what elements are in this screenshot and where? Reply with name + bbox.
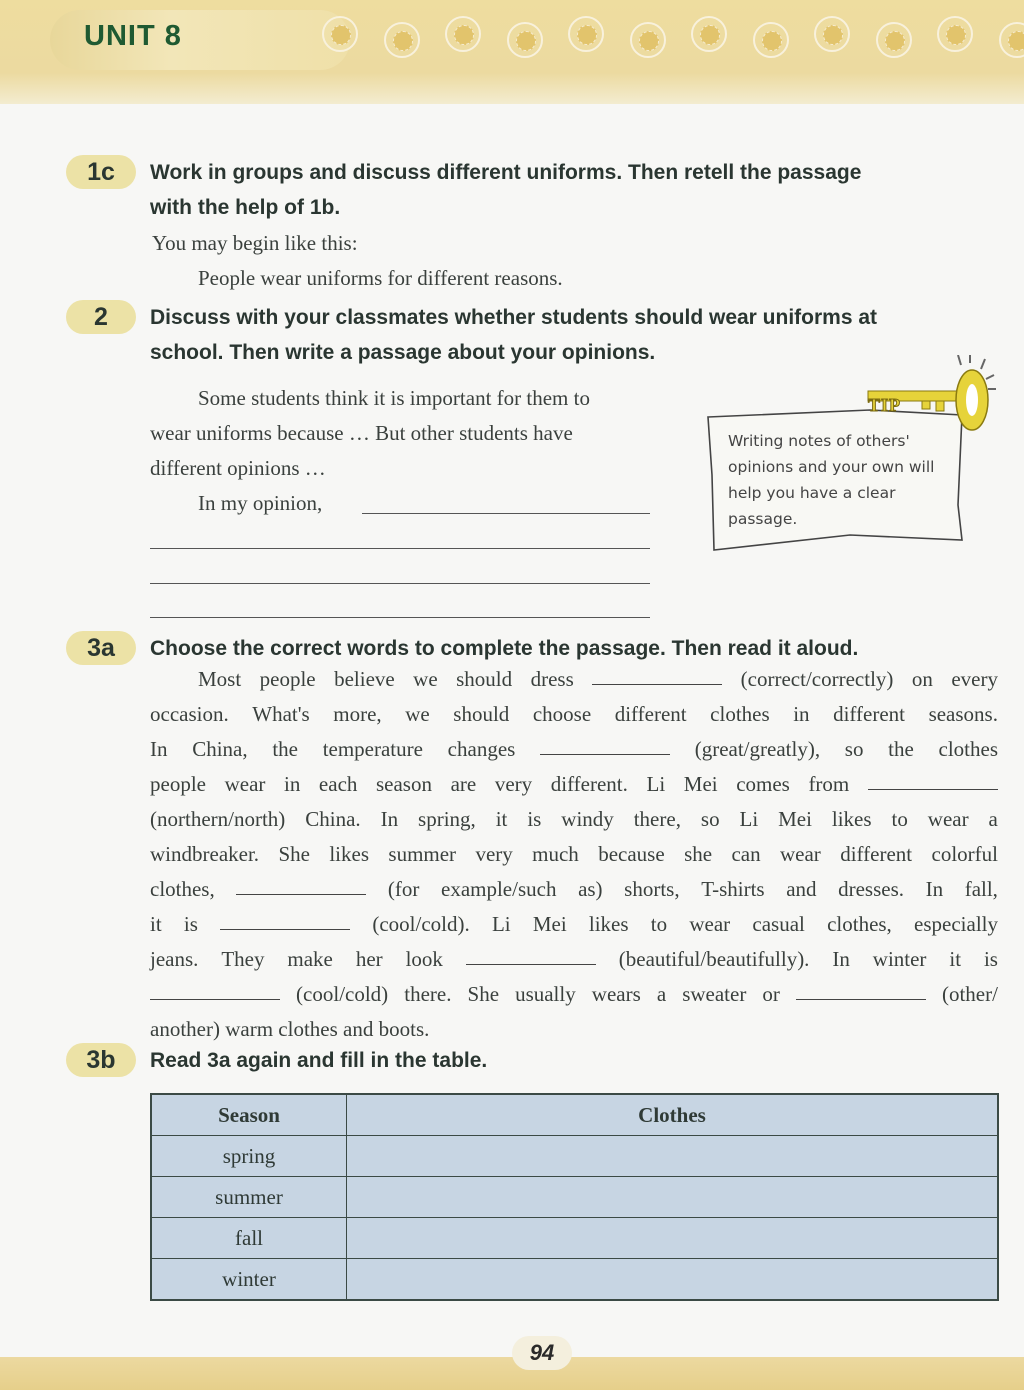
word: people bbox=[150, 772, 206, 796]
word: wear bbox=[224, 772, 266, 796]
word: In bbox=[150, 737, 168, 761]
season-cell: winter bbox=[151, 1259, 347, 1301]
word: as) bbox=[578, 877, 603, 901]
clothes-cell[interactable] bbox=[347, 1177, 999, 1218]
word: jeans. bbox=[150, 947, 199, 971]
word: T-shirts bbox=[701, 877, 765, 901]
word: season bbox=[375, 772, 432, 796]
table-row bbox=[151, 1136, 998, 1177]
word: because bbox=[598, 842, 665, 866]
passage-line: wear uniforms because … But other students have bbox=[150, 421, 573, 445]
word: so bbox=[700, 807, 720, 831]
passage-line: different opinions … bbox=[150, 456, 326, 480]
clothes-cell[interactable] bbox=[347, 1136, 999, 1177]
word: fall, bbox=[964, 877, 998, 901]
word: wears bbox=[591, 982, 641, 1006]
word: (beautiful/beautifully). bbox=[618, 947, 810, 971]
passage-line bbox=[150, 872, 998, 907]
ring-decoration bbox=[568, 16, 604, 52]
passage-line: Some students think it is important for them to bbox=[198, 386, 590, 410]
word: summer bbox=[388, 842, 457, 866]
word: (great/greatly), bbox=[694, 737, 821, 761]
word: Mei bbox=[683, 772, 718, 796]
word: more, bbox=[333, 702, 382, 726]
word: (other/ bbox=[941, 982, 998, 1006]
word: we bbox=[413, 667, 438, 691]
clothes-cell[interactable] bbox=[347, 1218, 999, 1259]
word: likes bbox=[831, 807, 872, 831]
word: from bbox=[808, 772, 850, 796]
word: and bbox=[343, 1017, 379, 1041]
word: should bbox=[453, 702, 510, 726]
ring-decoration bbox=[630, 22, 666, 58]
answer-blank[interactable] bbox=[868, 767, 998, 790]
word: a bbox=[988, 807, 998, 831]
word: example/such bbox=[441, 877, 557, 901]
column-header-season: Season bbox=[151, 1094, 347, 1136]
passage-line bbox=[150, 977, 998, 1012]
season-cell: fall bbox=[151, 1218, 347, 1259]
word: Li bbox=[646, 772, 666, 796]
word: can bbox=[731, 842, 761, 866]
word: especially bbox=[914, 912, 998, 936]
unit-title: UNIT 8 bbox=[84, 20, 182, 52]
writing-line[interactable] bbox=[150, 548, 650, 549]
word: to bbox=[891, 807, 908, 831]
word: wear bbox=[689, 912, 731, 936]
word: shorts, bbox=[624, 877, 680, 901]
passage-line bbox=[150, 1012, 998, 1047]
word: China, bbox=[192, 737, 248, 761]
word: seasons. bbox=[928, 702, 998, 726]
instruction-line: with the help of 1b. bbox=[150, 196, 341, 219]
answer-blank[interactable] bbox=[796, 977, 926, 1000]
word: spring, bbox=[418, 807, 476, 831]
word: windbreaker. bbox=[150, 842, 260, 866]
word: clothes bbox=[710, 702, 770, 726]
word: In bbox=[380, 807, 399, 831]
ring-decoration bbox=[384, 22, 420, 58]
word: very bbox=[494, 772, 533, 796]
word: it bbox=[150, 912, 162, 936]
answer-blank[interactable] bbox=[466, 942, 596, 965]
word: (correct/correctly) bbox=[740, 667, 894, 691]
word: another) bbox=[150, 1017, 226, 1041]
word: there. bbox=[404, 982, 452, 1006]
word: Mei bbox=[778, 807, 812, 831]
clothes-cell[interactable] bbox=[347, 1259, 999, 1301]
tip-key-label: TIP bbox=[868, 395, 902, 415]
word: wear bbox=[780, 842, 821, 866]
word: China. bbox=[305, 807, 361, 831]
word: very bbox=[475, 842, 513, 866]
table-row bbox=[151, 1177, 998, 1218]
word: should bbox=[456, 667, 513, 691]
word: look bbox=[405, 947, 443, 971]
word: warm bbox=[225, 1017, 279, 1041]
writing-line[interactable] bbox=[150, 617, 650, 618]
ring-decoration bbox=[445, 16, 481, 52]
word: likes bbox=[329, 842, 369, 866]
column-header-clothes: Clothes bbox=[347, 1094, 999, 1136]
word: much bbox=[532, 842, 579, 866]
word: every bbox=[951, 667, 998, 691]
word: it bbox=[949, 947, 962, 971]
word: and bbox=[786, 877, 817, 901]
word: (cool/cold). bbox=[372, 912, 470, 936]
instruction-line: Discuss with your classmates whether students should wear uniforms at bbox=[150, 306, 878, 329]
passage-3a bbox=[150, 662, 998, 1047]
word: is bbox=[527, 807, 542, 831]
word: different bbox=[833, 702, 906, 726]
word: casual bbox=[752, 912, 805, 936]
word: in bbox=[283, 772, 301, 796]
word: They bbox=[221, 947, 265, 971]
unit-header-band bbox=[0, 0, 1024, 104]
word: the bbox=[888, 737, 914, 761]
ring-decoration bbox=[814, 16, 850, 52]
ring-decoration bbox=[876, 22, 912, 58]
word: different bbox=[614, 702, 687, 726]
word: (for bbox=[387, 877, 420, 901]
ring-decoration bbox=[507, 22, 543, 58]
word: we bbox=[405, 702, 430, 726]
word: choose bbox=[532, 702, 592, 726]
word: colorful bbox=[931, 842, 998, 866]
word: is bbox=[983, 947, 998, 971]
word: it bbox=[495, 807, 508, 831]
section-label-3b: 3b bbox=[66, 1043, 136, 1077]
word: in bbox=[793, 702, 810, 726]
word: comes bbox=[736, 772, 790, 796]
answer-blank[interactable] bbox=[540, 732, 670, 755]
word: What's bbox=[252, 702, 310, 726]
passage-line bbox=[150, 837, 998, 872]
table-header-row bbox=[151, 1094, 998, 1136]
word: usually bbox=[515, 982, 576, 1006]
word: winter bbox=[872, 947, 927, 971]
table-row bbox=[151, 1259, 998, 1301]
word: occasion. bbox=[150, 702, 229, 726]
section-label-1c: 1c bbox=[66, 155, 136, 189]
passage-line bbox=[150, 802, 998, 837]
answer-blank[interactable] bbox=[150, 977, 280, 1000]
instruction-3b: Read 3a again and fill in the table. bbox=[150, 1049, 488, 1072]
word: In bbox=[925, 877, 944, 901]
word: Li bbox=[739, 807, 759, 831]
word: her bbox=[355, 947, 383, 971]
ring-decoration bbox=[322, 16, 358, 52]
word: on bbox=[911, 667, 933, 691]
word: different. bbox=[550, 772, 628, 796]
word: or bbox=[762, 982, 780, 1006]
word: In bbox=[832, 947, 850, 971]
word: Mei bbox=[532, 912, 567, 936]
ring-decoration bbox=[937, 16, 973, 52]
instruction-line: Work in groups and discuss different uniforms. Then retell the passage bbox=[150, 161, 862, 184]
passage-line bbox=[150, 767, 998, 802]
word: are bbox=[450, 772, 477, 796]
word: She bbox=[467, 982, 500, 1006]
season-clothes-table bbox=[150, 1093, 999, 1301]
word: Li bbox=[491, 912, 511, 936]
word: (northern/north) bbox=[150, 807, 286, 831]
word: boots. bbox=[378, 1017, 430, 1041]
ring-decoration bbox=[691, 16, 727, 52]
answer-blank[interactable] bbox=[236, 872, 366, 895]
word: the bbox=[272, 737, 298, 761]
table-row bbox=[151, 1218, 998, 1259]
section-label-3a: 3a bbox=[66, 631, 136, 665]
word: she bbox=[684, 842, 713, 866]
footer-band bbox=[0, 1357, 1024, 1390]
page-number: 94 bbox=[512, 1336, 572, 1370]
word: dress bbox=[530, 667, 574, 691]
word: clothes, bbox=[827, 912, 892, 936]
prompt-1c: You may begin like this: bbox=[152, 231, 358, 255]
word: a bbox=[656, 982, 667, 1006]
word: likes bbox=[588, 912, 629, 936]
instruction-3a: Choose the correct words to complete the passage. Then read it aloud. bbox=[150, 637, 859, 660]
word: make bbox=[287, 947, 333, 971]
answer-blank[interactable] bbox=[592, 662, 722, 685]
word: so bbox=[844, 737, 864, 761]
word: Most bbox=[198, 667, 242, 691]
passage-line bbox=[150, 662, 998, 697]
season-cell: summer bbox=[151, 1177, 347, 1218]
word: people bbox=[259, 667, 316, 691]
ring-decoration bbox=[999, 22, 1024, 58]
word: temperature bbox=[322, 737, 423, 761]
writing-line[interactable] bbox=[150, 583, 650, 584]
instruction-1c bbox=[150, 155, 1000, 225]
word: (cool/cold) bbox=[296, 982, 389, 1006]
word: believe bbox=[334, 667, 395, 691]
word: there, bbox=[633, 807, 681, 831]
passage-line bbox=[150, 732, 998, 767]
word: wear bbox=[927, 807, 969, 831]
tip-text: Writing notes of others' opinions and your own will help you have a clear passage. bbox=[728, 432, 935, 528]
word: different bbox=[840, 842, 913, 866]
word: clothes bbox=[278, 1017, 344, 1041]
answer-blank[interactable] bbox=[220, 907, 350, 930]
word: to bbox=[650, 912, 668, 936]
writing-line[interactable] bbox=[362, 513, 650, 514]
word: clothes bbox=[938, 737, 998, 761]
season-cell: spring bbox=[151, 1136, 347, 1177]
word: changes bbox=[447, 737, 516, 761]
passage-line bbox=[150, 697, 998, 732]
word: sweater bbox=[682, 982, 747, 1006]
word: windy bbox=[561, 807, 614, 831]
word: each bbox=[318, 772, 358, 796]
word: She bbox=[278, 842, 310, 866]
word: is bbox=[183, 912, 198, 936]
passage-line bbox=[150, 942, 998, 977]
instruction-line: school. Then write a passage about your opinions. bbox=[150, 341, 656, 364]
passage-line: In my opinion, bbox=[198, 491, 323, 515]
example-1c: People wear uniforms for different reasons. bbox=[198, 266, 563, 290]
section-label-2: 2 bbox=[66, 300, 136, 334]
word: clothes, bbox=[150, 877, 215, 901]
ring-decoration bbox=[753, 22, 789, 58]
passage-line bbox=[150, 907, 998, 942]
word: dresses. bbox=[838, 877, 905, 901]
